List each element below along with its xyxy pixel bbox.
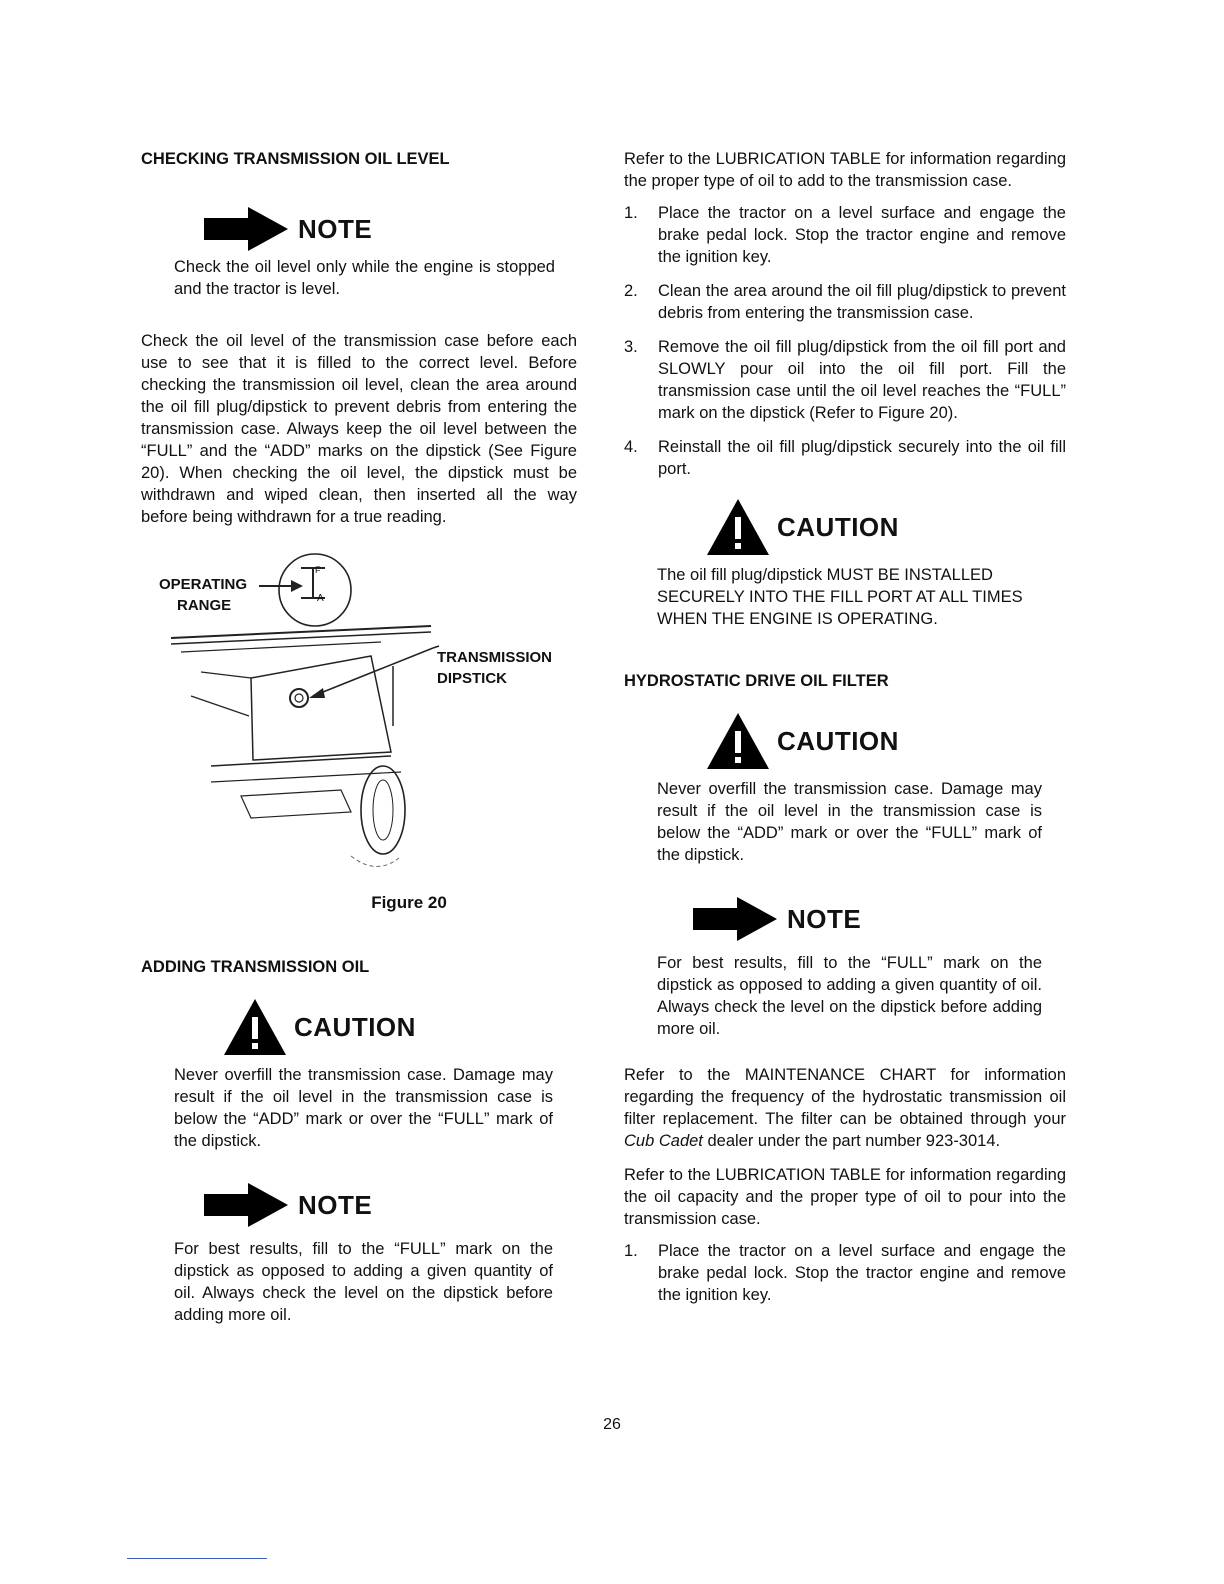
step-number: 1. (624, 1242, 638, 1260)
note-block-1 (174, 198, 555, 300)
note-block-2 (174, 1174, 553, 1326)
paragraph-check-oil: Check the oil level of the transmission case before each use to see that it is filled to the correct level. Before checking the transmission oil level, clean the area around the oil fill plug/dipstick to prevent debris from entering the transmission case. Always keep the oil level between the “FULL” and the “ADD” marks on the dipstick (See Figure 20). When checking the oil level, the dipstick must be withdrawn and wiped clean, then inserted all the way before being withdrawn for a true reading. (141, 332, 577, 526)
caution-block-3 (657, 710, 1042, 866)
list-item (624, 202, 1066, 268)
caution-title: CAUTION (777, 512, 899, 542)
figure-20 (141, 546, 577, 912)
caution-text: Never overfill the transmission case. Damage may result if the oil level in the transmission case is below the “ADD” mark or over the “FULL” mark of the dipstick. (657, 780, 1042, 864)
brand-name: Cub Cadet (624, 1132, 703, 1150)
step-text: Place the tractor on a level surface and engage the brake pedal lock. Stop the tractor engine and remove the ignition key. (658, 1242, 1066, 1304)
steps-list-1 (624, 202, 1066, 480)
step-text: Remove the oil fill plug/dipstick from the oil fill port and SLOWLY pour oil into the oil fill port. Fill the transmission case until the oil level reaches the “FULL” mark on the dipstick (Refer to Figure 20). (658, 338, 1066, 422)
list-item (624, 1240, 1066, 1306)
right-column (624, 148, 1066, 1318)
note-arrow-icon (204, 207, 290, 251)
heading-hydrostatic-filter: HYDROSTATIC DRIVE OIL FILTER (624, 672, 889, 690)
warning-icon (224, 999, 286, 1055)
note-text: For best results, fill to the “FULL” mark on the dipstick as opposed to adding a given quantity of oil. Always check the level on the dipstick before adding more oil. (174, 1240, 553, 1324)
steps-list-2 (624, 1240, 1066, 1306)
left-column (141, 148, 577, 1326)
caution-text: The oil fill plug/dipstick MUST BE INSTALLED SECURELY INTO THE FILL PORT AT ALL TIMES WHEN THE ENGINE IS OPERATING. (657, 566, 1023, 628)
maintenance-text-a: Refer to the MAINTENANCE CHART for information regarding the frequency of the hydrostatic transmission oil filter replacement. The filter can be obtained through your (624, 1066, 1066, 1128)
step-number: 3. (624, 338, 638, 356)
heading-checking-oil-level: CHECKING TRANSMISSION OIL LEVEL (141, 150, 450, 168)
step-number: 2. (624, 282, 638, 300)
note-arrow-icon (204, 1183, 290, 1227)
note-title: NOTE (787, 904, 862, 934)
warning-icon (707, 499, 769, 555)
label-dipstick: DIPSTICK (437, 670, 508, 687)
list-item (624, 280, 1066, 324)
warning-icon (707, 713, 769, 769)
label-transmission: TRANSMISSION (437, 649, 553, 666)
note-title: NOTE (298, 1190, 373, 1220)
step-number: 1. (624, 204, 638, 222)
page-number: 26 (603, 1416, 621, 1433)
caution-text: Never overfill the transmission case. Damage may result if the oil level in the transmission case is below the “ADD” mark or over the “FULL” mark of the dipstick. (174, 1066, 553, 1150)
paragraph-refer-lubrication-1: Refer to the LUBRICATION TABLE for information regarding the proper type of oil to add to the transmission case. (624, 150, 1066, 190)
caution-title: CAUTION (294, 1012, 416, 1042)
paragraph-refer-lubrication-2: Refer to the LUBRICATION TABLE for information regarding the oil capacity and the proper type of oil to pour into the transmission case. (624, 1166, 1066, 1228)
mark-f: F (315, 565, 321, 575)
step-text: Clean the area around the oil fill plug/dipstick to prevent debris from entering the transmission case. (658, 282, 1066, 322)
heading-adding-oil: ADDING TRANSMISSION OIL (141, 958, 370, 976)
note-text: Check the oil level only while the engine is stopped and the tractor is level. (174, 258, 555, 298)
label-operating: OPERATING (159, 576, 248, 593)
label-range: RANGE (177, 597, 232, 614)
divider (127, 1558, 267, 1559)
note-arrow-icon (693, 897, 779, 941)
note-title: NOTE (298, 214, 373, 244)
step-text: Place the tractor on a level surface and engage the brake pedal lock. Stop the tractor engine and remove the ignition key. (658, 204, 1066, 266)
maintenance-text-b: dealer under the part number 923-3014. (707, 1132, 1001, 1150)
mark-a: A (317, 593, 324, 604)
note-text: For best results, fill to the “FULL” mark on the dipstick as opposed to adding a given quantity of oil. Always check the level on the dipstick before adding more oil. (657, 954, 1042, 1038)
caution-block-2 (657, 496, 1042, 630)
list-item (624, 436, 1066, 480)
figure-caption: Figure 20 (371, 893, 447, 912)
list-item (624, 336, 1066, 424)
note-block-3 (657, 888, 1042, 1040)
paragraph-maintenance-chart (624, 1064, 1066, 1152)
step-number: 4. (624, 438, 638, 456)
step-text: Reinstall the oil fill plug/dipstick securely into the oil fill port. (658, 438, 1066, 478)
caution-title: CAUTION (777, 726, 899, 756)
caution-block-1 (174, 996, 553, 1152)
